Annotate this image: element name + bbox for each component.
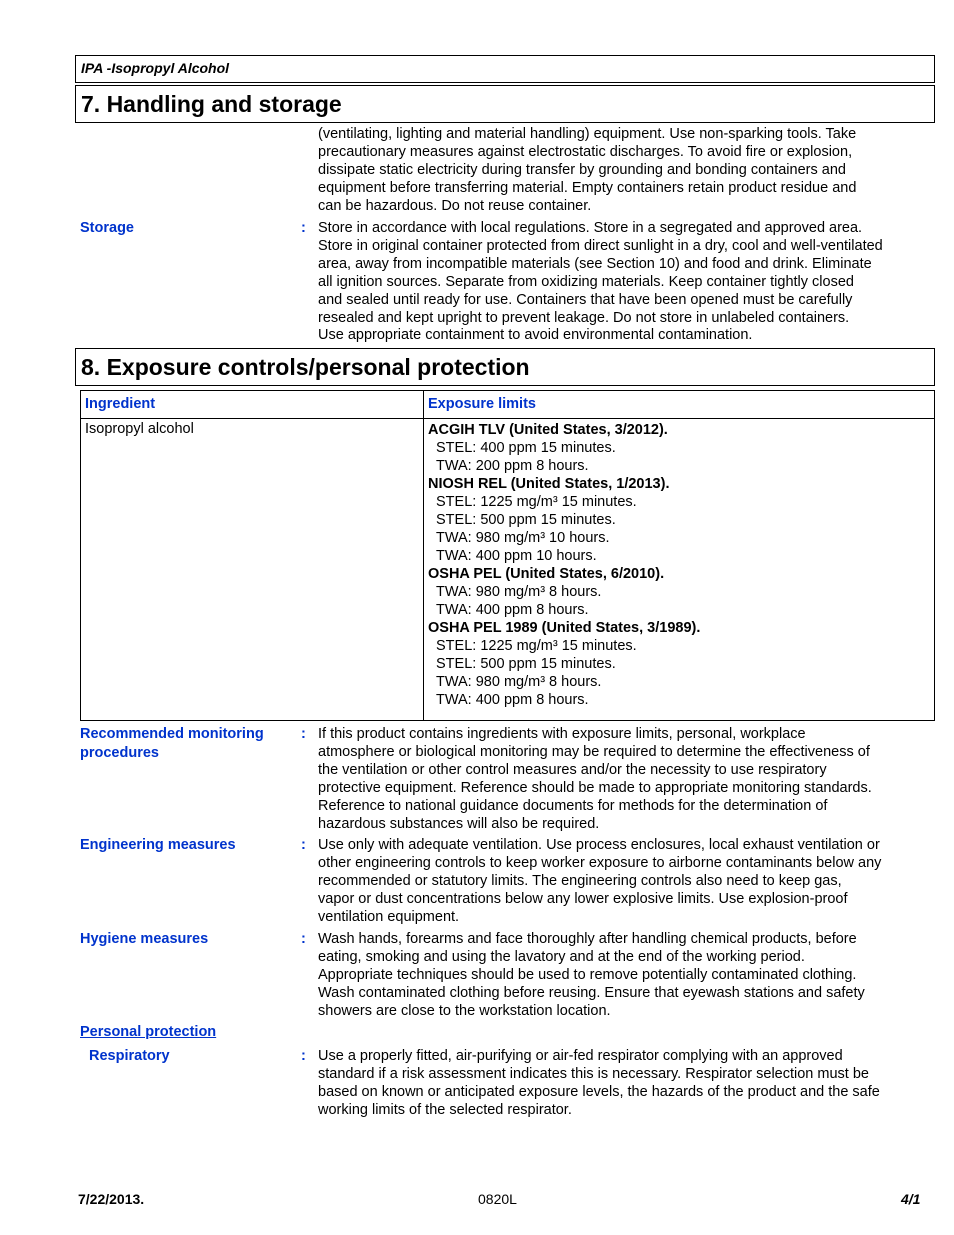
limit-value: STEL: 1225 mg/m³ 15 minutes. <box>436 494 637 510</box>
limit-value: STEL: 500 ppm 15 minutes. <box>436 656 616 672</box>
engineering-text: Use only with adequate ventilation. Use process enclosures, local exhaust ventilation or other engineering controls to keep worker exposure to airborne contaminants below any recommended or statutory limits. The engineering controls also need to keep gas, vapor or dust concentrations below any lower explosive limits. Use explosion-proof ventilation equipment. <box>318 837 882 925</box>
handling-continued-text: (ventilating, lighting and material handling) equipment. Use non-sparking tools. Take precautionary measures against electrostatic discharges. To avoid fire or explosion, dissipate static electricity during transfer by grounding and bonding containers and equipment before transferring material. Empty containers retain product residue and can be hazardous. Do not reuse container. <box>318 126 857 214</box>
exposure-limits-column-header: Exposure limits <box>428 396 536 412</box>
monitoring-label-line-2: procedures <box>80 745 159 761</box>
product-name: IPA -Isopropyl Alcohol <box>75 55 935 83</box>
ingredient-cell: Isopropyl alcohol <box>85 421 194 437</box>
section-7-title: 7. Handling and storage <box>75 85 935 123</box>
hygiene-colon: : <box>301 931 306 947</box>
respiratory-text: Use a properly fitted, air-purifying or air-fed respirator complying with an approved standard if a risk assessment indicates this is necessary. Respirator selection must be based on known or anticipated exposure levels, the hazards of the product and the safe working limits of the selected respirator. <box>318 1048 880 1118</box>
limit-group-heading: OSHA PEL 1989 (United States, 3/1989). <box>428 620 701 636</box>
personal-protection-link[interactable]: Personal protection <box>80 1024 217 1040</box>
ingredient-column-header: Ingredient <box>85 396 156 412</box>
limit-group-heading: OSHA PEL (United States, 6/2010). <box>428 566 665 582</box>
engineering-label: Engineering measures <box>80 837 236 853</box>
limit-value: TWA: 980 mg/m³ 8 hours. <box>436 584 602 600</box>
storage-colon: : <box>301 220 306 236</box>
limit-value: TWA: 400 ppm 10 hours. <box>436 548 597 564</box>
hygiene-text: Wash hands, forearms and face thoroughly after handling chemical products, before eating, smoking and using the lavatory and at the end of the working period. Appropriate techniques should be used to remove potentially contaminated clothing. Wash contaminated clothing before reusing. Ensure that eyewash stations and safety showers are close to the workstation location. <box>318 931 865 1019</box>
hygiene-label: Hygiene measures <box>80 931 209 947</box>
limit-value: STEL: 1225 mg/m³ 15 minutes. <box>436 638 637 654</box>
limit-value: TWA: 400 ppm 8 hours. <box>436 602 589 618</box>
storage-text: Store in accordance with local regulations. Store in a segregated and approved area. Store in original container protected from direct sunlight in a dry, cool and well-ventilated area, away from incompatible materials (see Section 10) and food and drink. Eliminate all ignition sources. Separate from oxidizing materials. Keep container tightly closed and sealed until ready for use. Containers that have been opened must be carefully resealed and kept upright to prevent leakage. Do not store in unlabeled containers. Use appropriate containment to avoid environmental contamination. <box>318 220 883 344</box>
exposure-limits-table <box>80 390 935 721</box>
limit-value: TWA: 980 mg/m³ 10 hours. <box>436 530 610 546</box>
monitoring-colon: : <box>301 726 306 742</box>
respiratory-label: Respiratory <box>89 1048 170 1064</box>
exposure-limits-cell <box>428 421 700 709</box>
limit-group-heading: NIOSH REL (United States, 1/2013). <box>428 476 670 492</box>
limit-group-heading: ACGIH TLV (United States, 3/2012). <box>428 422 668 438</box>
footer-date: 7/22/2013. <box>78 1191 145 1207</box>
limit-value: STEL: 400 ppm 15 minutes. <box>436 440 616 456</box>
table-column-divider <box>423 391 424 720</box>
limit-value: TWA: 400 ppm 8 hours. <box>436 692 589 708</box>
limit-value: TWA: 200 ppm 8 hours. <box>436 458 589 474</box>
limit-value: STEL: 500 ppm 15 minutes. <box>436 512 616 528</box>
monitoring-text: If this product contains ingredients with exposure limits, personal, workplace atmosphere or biological monitoring may be required to determine the effectiveness of the ventilation or other control measures and/or the necessity to use respiratory protective equipment. Reference should be made to appropriate monitoring standards. Reference to national guidance documents for methods for the determination of hazardous substances will also be required. <box>318 726 872 832</box>
section-8-title: 8. Exposure controls/personal protection <box>75 348 935 386</box>
respiratory-colon: : <box>301 1048 306 1064</box>
storage-label: Storage <box>80 220 134 236</box>
limit-value: TWA: 980 mg/m³ 8 hours. <box>436 674 602 690</box>
footer-code: 0820L <box>478 1191 517 1207</box>
engineering-colon: : <box>301 837 306 853</box>
table-header-divider <box>81 418 934 419</box>
footer-page-number: 4/1 <box>901 1191 921 1207</box>
monitoring-label-line-1: Recommended monitoring <box>80 726 264 742</box>
